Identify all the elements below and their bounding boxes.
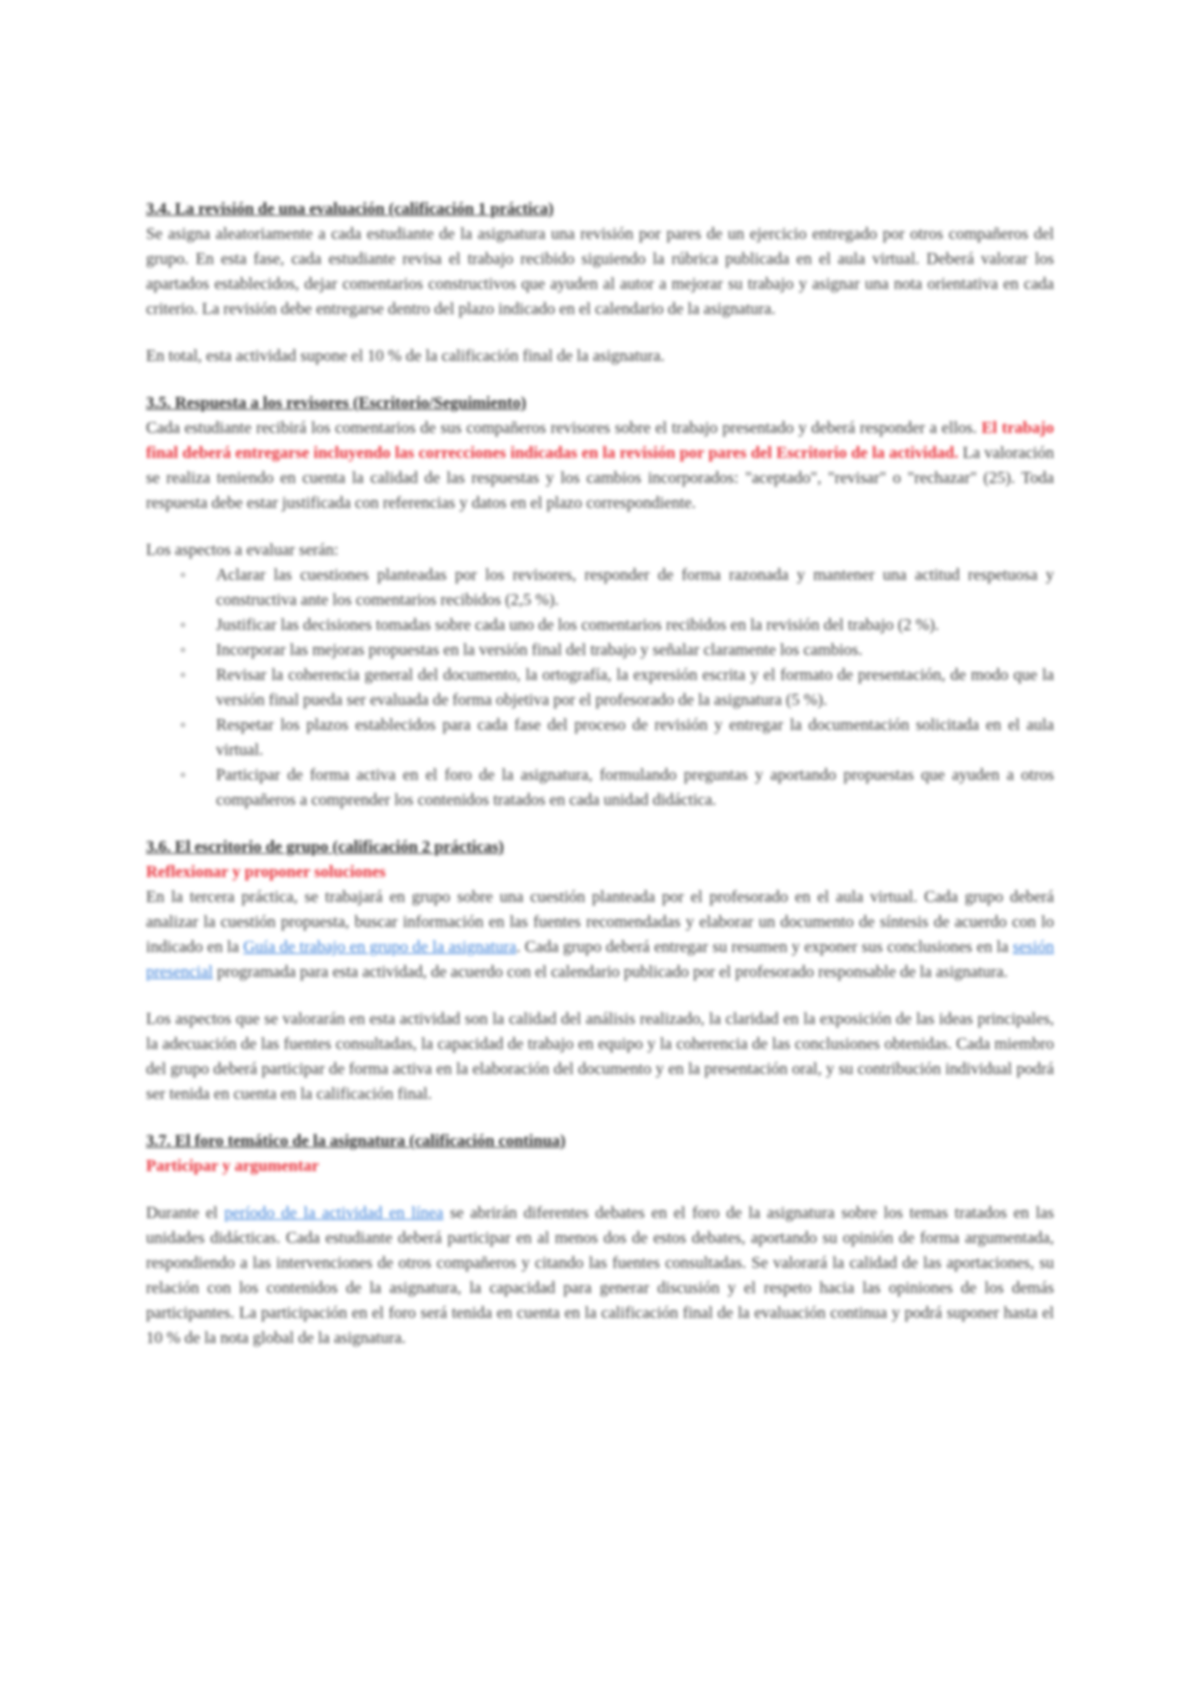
section-escritorio-grupo [146,834,1054,1106]
paragraph-text: se abrirán diferentes debates en el foro de la asignatura sobre los temas tratados en las unidades didácticas. Cada estudiante deberá participar en al menos dos de estos debates, aportando su opinión de forma argumentada, respondiendo a las intervenciones de otros compañeros y citando las fuentes consultadas. Se valorará la calidad de las aportaciones, su relación con los contenidos de la asignatura, la capacidad para generar discusión y el respeto hacia las opiniones de los demás participantes. La participación en el foro será tenida en cuenta en la calificación final de la evaluación continua y podrá suponer hasta el 10 % de la nota global de la asignatura. [146,1203,1054,1347]
paragraph: Se asigna aleatoriamente a cada estudiante de la asignatura una revisión por pares de un ejercicio entregado por otros compañeros del grupo. En esta fase, cada estudiante revisa el trabajo recibido siguiendo la rúbrica publicada en el aula virtual. Deberá valorar los apartados establecidos, dejar comentarios constructivos que ayuden al autor a mejorar su trabajo y asignar una nota orientativa en cada criterio. La revisión debe entregarse dentro del plazo indicado en el calendario de la asignatura. [146,224,1054,318]
period-link[interactable]: período de la actividad en línea [224,1203,444,1222]
paragraph-text: Cada estudiante recibirá los comentarios de sus compañeros revisores sobre el trabajo presentado y deberá responder a ellos. [146,418,982,437]
section-heading: 3.5. Respuesta a los revisores (Escritorio/Seguimiento) [146,393,527,412]
list-item [180,662,1054,712]
list-item-text: Respetar los plazos establecidos para cada fase del proceso de revisión y entregar la documentación solicitada en el aula virtual. [216,715,1054,759]
list-item [180,637,1054,662]
section-respuesta [146,390,1054,812]
section-heading: 3.6. El escritorio de grupo (calificación 2 prácticas) [146,837,504,856]
section-heading: 3.4. La revisión de una evaluación (calificación 1 práctica) [146,199,554,218]
paragraph [146,884,1054,984]
paragraph [146,1200,1054,1350]
paragraph-text: . Cada grupo deberá entregar su resumen y exponer sus conclusiones en la [516,937,1013,956]
list-item-text: Justificar las decisiones tomadas sobre cada uno de los comentarios recibidos en la revisión del trabajo (2 %). [216,615,940,634]
list-item [180,612,1054,637]
list-item-text: Incorporar las mejoras propuestas en la versión final del trabajo y señalar claramente los cambios. [216,640,863,659]
paragraph-text: En la tercera práctica, se trabajará en grupo sobre una cuestión planteada por el profesorado en el aula virtual. Cada grupo deberá analizar la cuestión propuesta, buscar información en las fuentes recomendadas y elaborar un documento de síntesis de acuerdo con lo indicado en la [146,887,1054,956]
section-subheading: Reflexionar y proponer soluciones [146,862,386,881]
bullet-icon: ◦ [180,665,186,684]
list-item [180,712,1054,762]
list-intro: Los aspectos a evaluar serán: [146,540,339,559]
bullet-icon: ◦ [180,565,186,584]
section-foro [146,1128,1054,1350]
paragraph-text: programada para esta actividad, de acuerdo con el calendario publicado por el profesorado responsable de la asignatura. [212,962,1008,981]
list-item-text: Aclarar las cuestiones planteadas por los revisores, responder de forma razonada y mantener una actitud respetuosa y constructiva ante los comentarios recibidos (2,5 %). [216,565,1054,609]
paragraph [146,415,1054,515]
section-heading: 3.7. El foro temático de la asignatura (calificación continua) [146,1131,566,1150]
bullet-list [146,562,1054,812]
session-link[interactable]: sesión presencial [146,937,1055,981]
list-item [180,762,1054,812]
section-subheading: Participar y argumentar [146,1156,319,1175]
list-item-text: Revisar la coherencia general del documento, la ortografía, la expresión escrita y el formato de presentación, de modo que la versión final pueda ser evaluada de forma objetiva por el profesorado de la asignatura (5 %). [216,665,1054,709]
bullet-icon: ◦ [180,640,186,659]
paragraph: En total, esta actividad supone el 10 % de la calificación final de la asignatura. [146,346,665,365]
section-revision [146,196,1054,368]
highlighted-text: El trabajo final deberá entregarse incluyendo las correcciones indicadas en la revisión por pares del Escritorio de la actividad. [146,418,1054,462]
paragraph-text: Durante el [146,1203,225,1222]
document-page [146,196,1054,1372]
list-item-text: Participar de forma activa en el foro de la asignatura, formulando preguntas y aportando propuestas que ayuden a otros compañeros a comprender los contenidos tratados en cada unidad didáctica. [216,765,1054,809]
guide-link[interactable]: Guía de trabajo en grupo de la asignatura [243,937,517,956]
bullet-icon: ◦ [180,765,186,784]
bullet-icon: ◦ [180,615,186,634]
bullet-icon: ◦ [180,715,186,734]
list-item [180,562,1054,612]
paragraph-text: La valoración se realiza teniendo en cuenta la calidad de las respuestas y los cambios incorporados: "aceptado", "revisar" o "rechazar" (25). Toda respuesta debe estar justificada con referencias y datos en el plazo correspondiente. [146,443,1054,512]
paragraph: Los aspectos que se valorarán en esta actividad son la calidad del análisis realizado, la claridad en la exposición de las ideas principales, la adecuación de las fuentes consultadas, la capacidad de trabajo en equipo y la coherencia de las conclusiones obtenidas. Cada miembro del grupo deberá participar de forma activa en la elaboración del documento y en la presentación oral, y su contribución individual podrá ser tenida en cuenta en la calificación final. [146,1009,1054,1103]
